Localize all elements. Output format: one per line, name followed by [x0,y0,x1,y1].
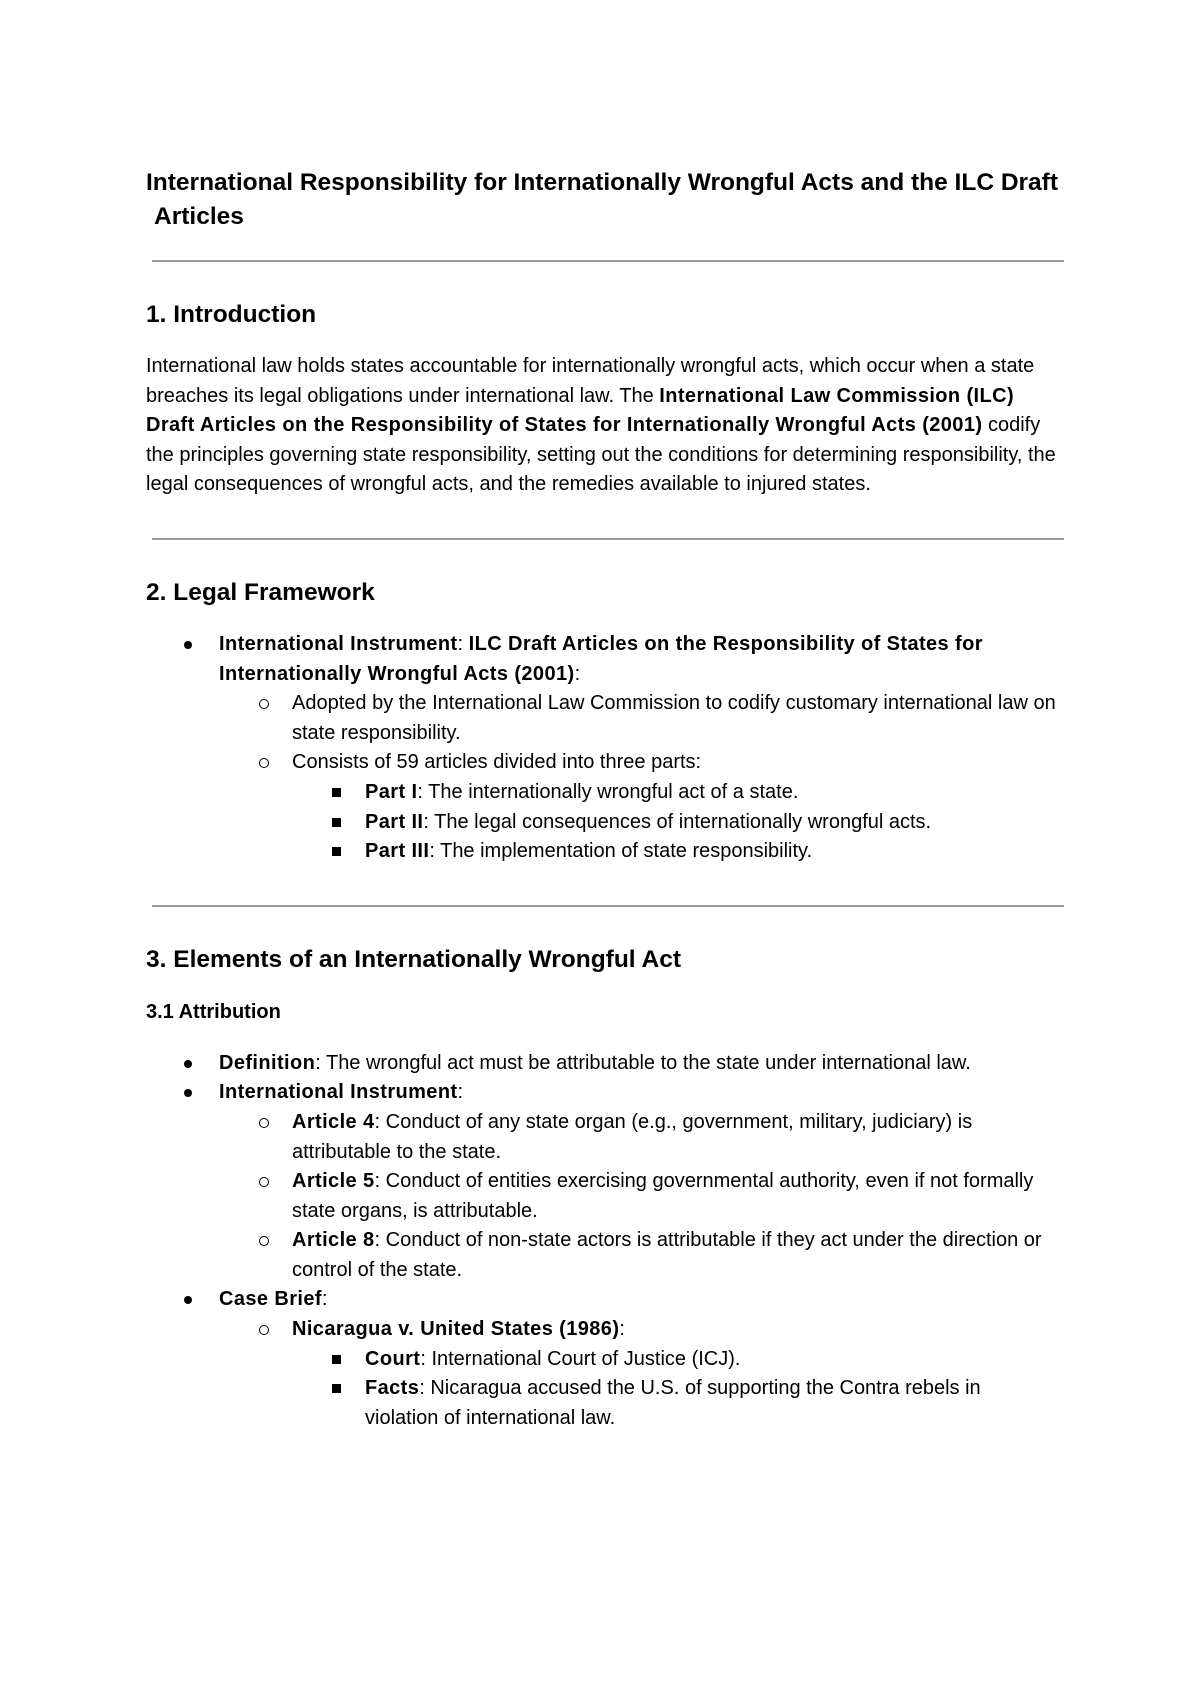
list-item: Adopted by the International Law Commission to codify customary international law on state responsibility. [219,689,1058,748]
list-item: International Instrument: ILC Draft Articles on the Responsibility of States for Internationally Wrongful Acts (2001): Adopted by the International Law Commission to codify customary international law on state responsibility. Consists of 59 articles divided into three parts: Part I: The internationally wrongful act of a state. Part II: The legal consequences of internationally wrongful acts. Part III: The implementation of state responsibility. [146,630,1058,867]
document-page [146,169,1059,1433]
section-divider [152,260,1064,262]
list-item: Article 8: Conduct of non-state actors is attributable if they act under the direction or control of the state. [219,1226,1058,1285]
square-bullet-icon [332,847,341,856]
section-divider [152,538,1064,540]
bullet-icon [184,1089,192,1097]
list-item: Article 5: Conduct of entities exercising governmental authority, even if not formally state organs, is attributable. [219,1167,1058,1226]
section-heading-introduction: 1. Introduction [146,301,317,328]
sub-list [146,689,1058,867]
list-item: Article 4: Conduct of any state organ (e.g., government, military, judiciary) is attributable to the state. [219,1108,1058,1167]
square-bullet-icon [332,788,341,797]
square-bullet-icon [332,1355,341,1364]
square-bullet-icon [332,1384,341,1393]
hollow-bullet-icon [259,1177,269,1187]
list-item: Part I: The internationally wrongful act of a state. [292,778,1058,808]
articles-list [146,1108,1058,1286]
hollow-bullet-icon [259,1325,269,1335]
bullet-icon [184,641,192,649]
introduction-paragraph: International law holds states accountable for internationally wrongful acts, which occur when a state breaches its legal obligations under international law. The International Law Commission (ILC) Draft Articles on the Responsibility of States for Internationally Wrongful Acts (2001) codify the principles governing state responsibility, setting out the conditions for determining responsibility, the legal consequences of wrongful acts, and the remedies available to injured states. [146,355,1056,496]
list-item: International Instrument: Article 4: Conduct of any state organ (e.g., government, military, judiciary) is attributable to the state. Article 5: Conduct of entities exercising governmental authority, even if not formally state organs, is attributable. Article 8: Conduct of non-state actors is attributable if they act under the direction or control of the state. [146,1078,1058,1285]
list-item: Part II: The legal consequences of internationally wrongful acts. [292,808,1058,838]
subsection-heading-attribution: 3.1 Attribution [146,1000,281,1023]
list-item: Court: International Court of Justice (ICJ). [292,1345,1058,1375]
parts-list [219,778,1058,867]
hollow-bullet-icon [259,758,269,768]
bullet-icon [184,1060,192,1068]
list-item: Consists of 59 articles divided into three parts: Part I: The internationally wrongful act of a state. Part II: The legal consequences of internationally wrongful acts. Part III: The implementation of state responsibility. [219,748,1058,866]
list-item: Facts: Nicaragua accused the U.S. of supporting the Contra rebels in violation of international law. [292,1374,1058,1433]
document-title: International Responsibility for Internationally Wrongful Acts and the ILC Draft Articles [146,169,1059,230]
list-item: Definition: The wrongful act must be attributable to the state under international law. [146,1049,1058,1079]
list-item: Nicaragua v. United States (1986): Court: International Court of Justice (ICJ). Facts: Nicaragua accused the U.S. of supporting the Contra rebels in violation of international law. [219,1315,1058,1433]
hollow-bullet-icon [259,1236,269,1246]
case-details-list [219,1345,1058,1434]
list-item: Case Brief: Nicaragua v. United States (1986): Court: International Court of Justice (ICJ). Facts: Nicaragua accused the U.S. of supporting the Contra rebels in violation of international law. [146,1285,1058,1433]
square-bullet-icon [332,818,341,827]
section-heading-legal-framework: 2. Legal Framework [146,578,375,606]
list-item: Part III: The implementation of state responsibility. [292,837,1058,867]
section-divider [152,905,1064,907]
attribution-list [146,1049,1058,1434]
legal-framework-list [146,630,1058,867]
section-heading-elements: 3. Elements of an Internationally Wrongful Act [146,945,681,973]
bullet-icon [184,1296,192,1304]
hollow-bullet-icon [259,1118,269,1128]
case-list [146,1315,1058,1433]
hollow-bullet-icon [259,699,269,709]
